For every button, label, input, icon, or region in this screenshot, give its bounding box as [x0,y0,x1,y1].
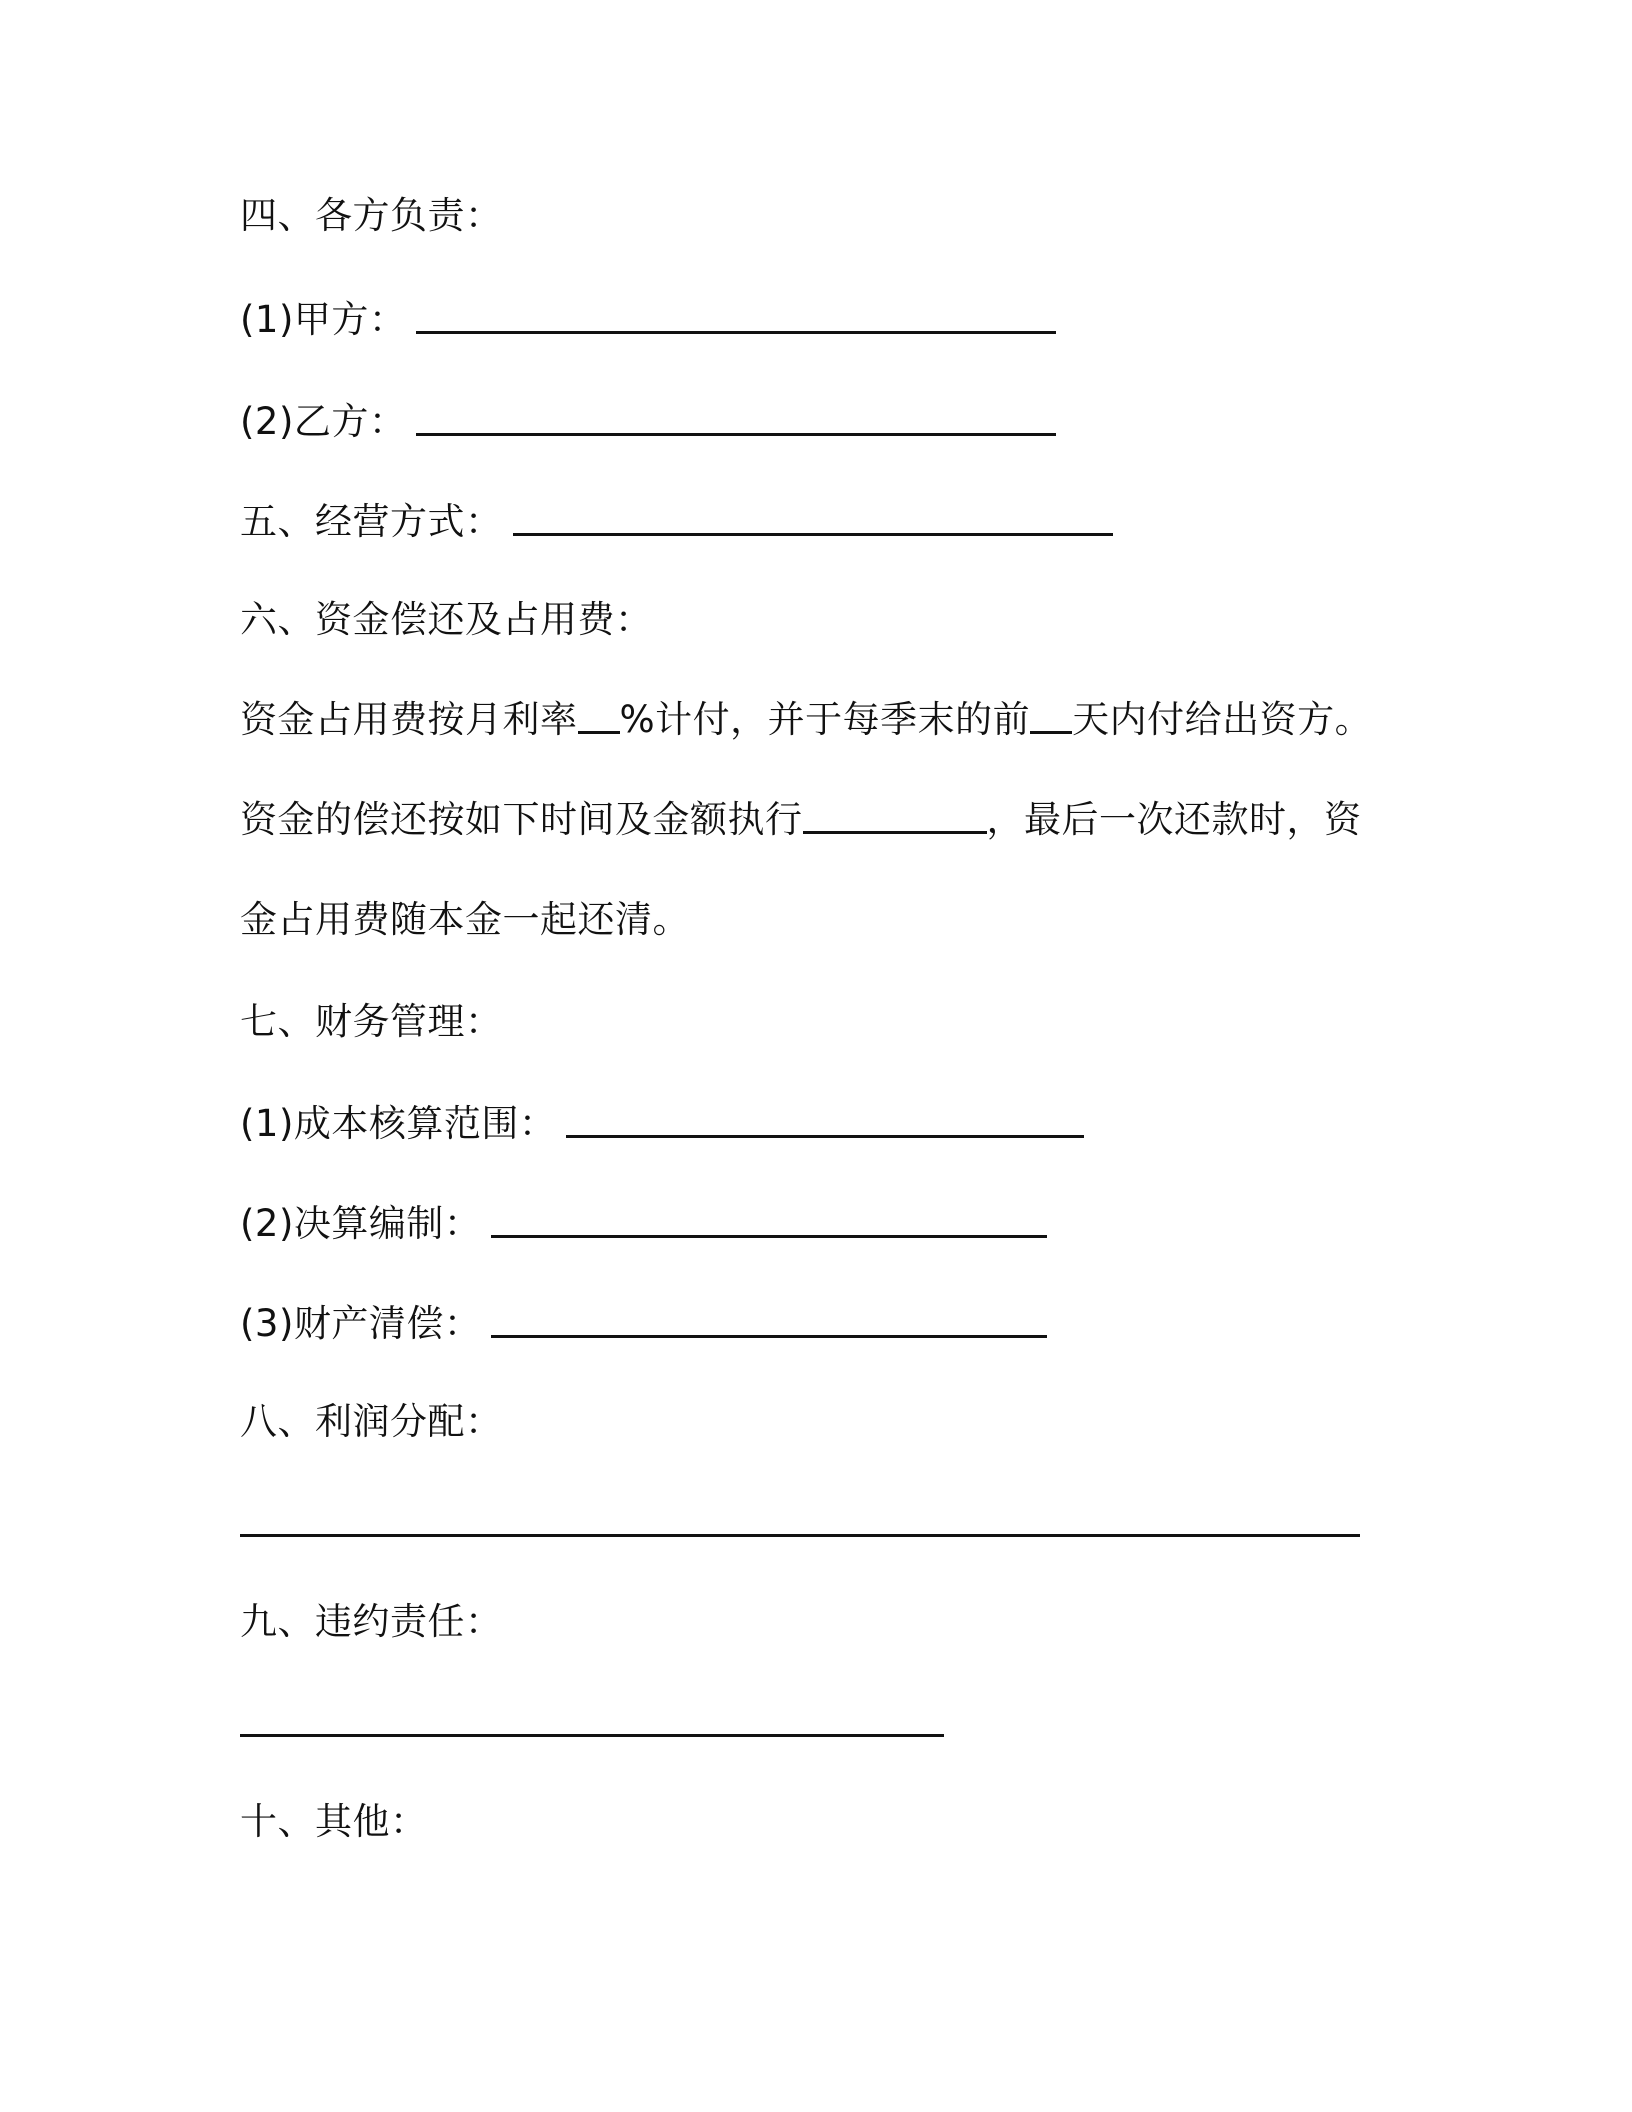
section-heading-text: 十、其他： [240,1800,428,1843]
property-settlement-blank[interactable] [491,1305,1047,1338]
party-a-row [240,296,1056,344]
section-heading-finance [240,998,503,1046]
party-a-blank[interactable] [416,301,1056,334]
operation-mode-blank[interactable] [513,503,1113,536]
property-settlement-row [240,1300,1047,1348]
breach-liability-blank[interactable] [240,1734,944,1737]
section-heading-liability [240,1598,503,1646]
profit-distribution-blank[interactable] [240,1534,1360,1537]
section-heading-profit [240,1398,503,1446]
section-heading-other [240,1798,428,1846]
property-settlement-label: (3)财产清偿： [240,1302,482,1345]
paragraph-text: 金占用费随本金一起还清。 [240,898,690,941]
repayment-schedule-blank[interactable] [803,801,987,834]
party-b-row [240,398,1056,446]
section-heading-text: 四、各方负责： [240,194,503,237]
cost-accounting-blank[interactable] [566,1105,1084,1138]
section-heading-text: 八、利润分配： [240,1400,503,1443]
final-accounts-blank[interactable] [491,1205,1047,1238]
paragraph-text: 天内付给出资方。 [1072,698,1373,741]
section-heading-text: 七、财务管理： [240,1000,503,1043]
final-accounts-label: (2)决算编制： [240,1202,482,1245]
repayment-paragraph-3 [240,896,690,944]
repayment-paragraph-1 [240,696,1372,744]
party-b-blank[interactable] [416,403,1056,436]
final-accounts-row [240,1200,1047,1248]
interest-rate-blank[interactable] [578,701,620,734]
party-b-label: (2)乙方： [240,400,407,443]
days-blank[interactable] [1030,701,1072,734]
section-heading-text: 六、资金偿还及占用费： [240,598,653,641]
party-a-label: (1)甲方： [240,298,407,341]
operation-mode-label: 五、经营方式： [240,500,503,543]
paragraph-text: ，最后一次还款时，资 [986,798,1362,841]
section-heading-repayment [240,596,653,644]
repayment-paragraph-2 [240,796,1362,844]
paragraph-text: 资金占用费按月利率 [240,698,578,741]
operation-mode-row [240,498,1113,546]
paragraph-text: 资金的偿还按如下时间及金额执行 [240,798,803,841]
section-heading-text: 九、违约责任： [240,1600,503,1643]
section-heading-responsibilities [240,192,503,240]
paragraph-text: %计付，并于每季末的前 [619,698,1031,741]
cost-accounting-row [240,1100,1084,1148]
cost-accounting-label: (1)成本核算范围： [240,1102,557,1145]
